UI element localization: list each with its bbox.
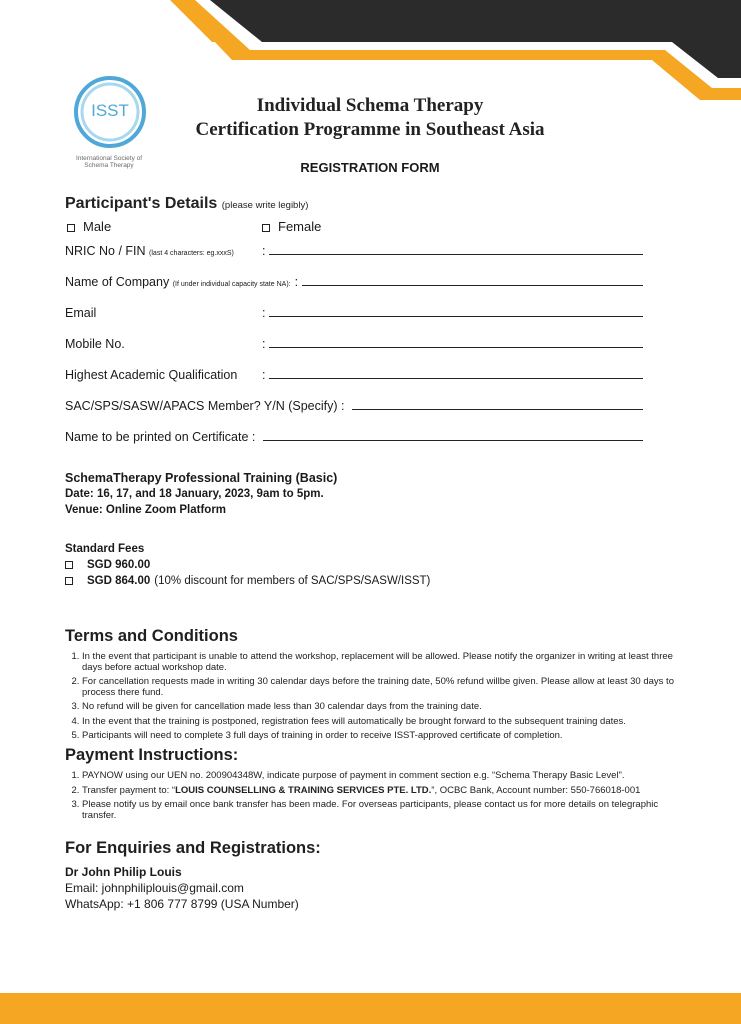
terms-heading: Terms and Conditions (65, 627, 238, 645)
membership-label: SAC/SPS/SASW/APACS Member? Y/N (Specify) : (65, 399, 345, 413)
fee-member-amount: SGD 864.00 (87, 575, 151, 587)
logo-mark: ISST (91, 101, 129, 120)
fee-standard-checkbox[interactable] (65, 561, 73, 569)
membership-input-line[interactable] (352, 398, 643, 410)
email-field[interactable] (65, 302, 643, 320)
isst-logo (62, 72, 162, 172)
form-title: REGISTRATION FORM (300, 160, 440, 175)
training-date: Date: 16, 17, and 18 January, 2023, 9am to 5pm. (65, 488, 324, 500)
certificate-name-field[interactable] (65, 426, 643, 444)
training-info (65, 470, 565, 518)
payment-list (66, 771, 678, 825)
fee-standard-amount: SGD 960.00 (87, 559, 151, 571)
logo-caption: International Society of Schema Therapy (75, 155, 143, 169)
qualification-colon: : (262, 368, 266, 382)
transfer-prefix: Transfer payment to: “ (82, 784, 176, 796)
email-colon: : (262, 306, 266, 320)
payment-item-notify: 3. Please notify us by email once bank transfer has been made. For overseas participants, please contact us for more details on telegraphic transfer. (82, 800, 678, 821)
participant-heading (65, 195, 308, 213)
company-input-line[interactable] (302, 274, 643, 286)
payment-heading: Payment Instructions: (65, 746, 239, 764)
transfer-suffix: ”, OCBC Bank, Account number: 550-766018-001 (431, 784, 641, 796)
female-checkbox[interactable] (262, 224, 270, 232)
nric-colon: : (262, 244, 266, 258)
nric-label (65, 244, 258, 258)
company-field[interactable] (65, 271, 643, 289)
male-checkbox[interactable] (67, 224, 75, 232)
fees-heading: Standard Fees (65, 543, 145, 555)
fee-member-checkbox[interactable] (65, 577, 73, 585)
male-label: Male (83, 219, 112, 234)
terms-item: 1. In the event that participant is unable to attend the workshop, replacement will be allowed. Please notify the organizer in writing at least three days before actual workshop date. (82, 652, 678, 673)
contact-whatsapp[interactable]: WhatsApp: +1 806 777 8799 (USA Number) (65, 897, 299, 911)
qualification-label: Highest Academic Qualification (65, 368, 238, 382)
mobile-label: Mobile No. (65, 337, 125, 351)
footer-bar (0, 993, 741, 1024)
contact-name: Dr John Philip Louis (65, 865, 182, 879)
fee-option-member[interactable] (65, 573, 565, 589)
gender-male-option[interactable] (67, 219, 111, 234)
page-title (170, 94, 570, 142)
certificate-name-label: Name to be printed on Certificate : (65, 430, 256, 444)
payment-item-transfer (82, 786, 678, 797)
company-label-note: (If under individual capacity state NA): (172, 281, 291, 288)
payment-item-paynow: 1. PAYNOW using our UEN no. 200904348W, indicate purpose of payment in comment section e.g. “Schema Therapy Basic Level". (82, 771, 678, 782)
nric-label-note: (last 4 characters: eg.xxxS) (149, 250, 234, 257)
certificate-name-input-line[interactable] (263, 429, 643, 441)
transfer-company: LOUIS COUNSELLING & TRAINING SERVICES PTE. LTD. (175, 784, 432, 796)
contact-email[interactable]: Email: johnphiliplouis@gmail.com (65, 881, 244, 895)
terms-item: 2. For cancellation requests made in writing 30 calendar days before the training date, 50% refund willbe given. Please allow at least 30 days to process there fund. (82, 677, 678, 698)
training-name: SchemaTherapy Professional Training (Basic) (65, 471, 338, 485)
terms-list (66, 652, 678, 746)
participant-heading-text: Participant's Details (65, 195, 218, 212)
fee-member-note: (10% discount for members of SAC/SPS/SASW/ISST) (154, 575, 431, 587)
title-line-2: Certification Programme in Southeast Asia (195, 119, 545, 140)
training-venue: Venue: Online Zoom Platform (65, 504, 227, 516)
mobile-input-line[interactable] (269, 336, 643, 348)
terms-item: 4. In the event that the training is postponed, registration fees will automatically be brought forward to the subsequent training dates. (82, 717, 678, 728)
terms-item: 3. No refund will be given for cancellation made less than 30 calendar days from the training date. (82, 702, 678, 713)
company-label-text: Name of Company (65, 275, 170, 289)
participant-heading-note: (please write legibly) (221, 200, 309, 211)
female-label: Female (278, 219, 322, 234)
fees-section (65, 541, 565, 589)
company-label (65, 275, 291, 289)
title-line-1: Individual Schema Therapy (256, 95, 484, 116)
terms-item: 5. Participants will need to complete 3 full days of training in order to receive ISST-approved certificate of completion. (82, 731, 678, 742)
enquiries-heading: For Enquiries and Registrations: (65, 839, 321, 857)
qualification-input-line[interactable] (269, 367, 643, 379)
enquiries-contact (65, 864, 465, 912)
fee-option-standard[interactable] (65, 557, 565, 573)
mobile-field[interactable] (65, 333, 643, 351)
email-input-line[interactable] (269, 305, 643, 317)
nric-field[interactable] (65, 240, 643, 258)
mobile-colon: : (262, 337, 266, 351)
qualification-field[interactable] (65, 364, 643, 382)
membership-field[interactable] (65, 395, 643, 413)
email-label: Email (65, 306, 97, 320)
nric-label-text: NRIC No / FIN (65, 244, 146, 258)
gender-female-option[interactable] (262, 219, 321, 234)
company-colon: : (294, 275, 299, 289)
nric-input-line[interactable] (269, 243, 643, 255)
